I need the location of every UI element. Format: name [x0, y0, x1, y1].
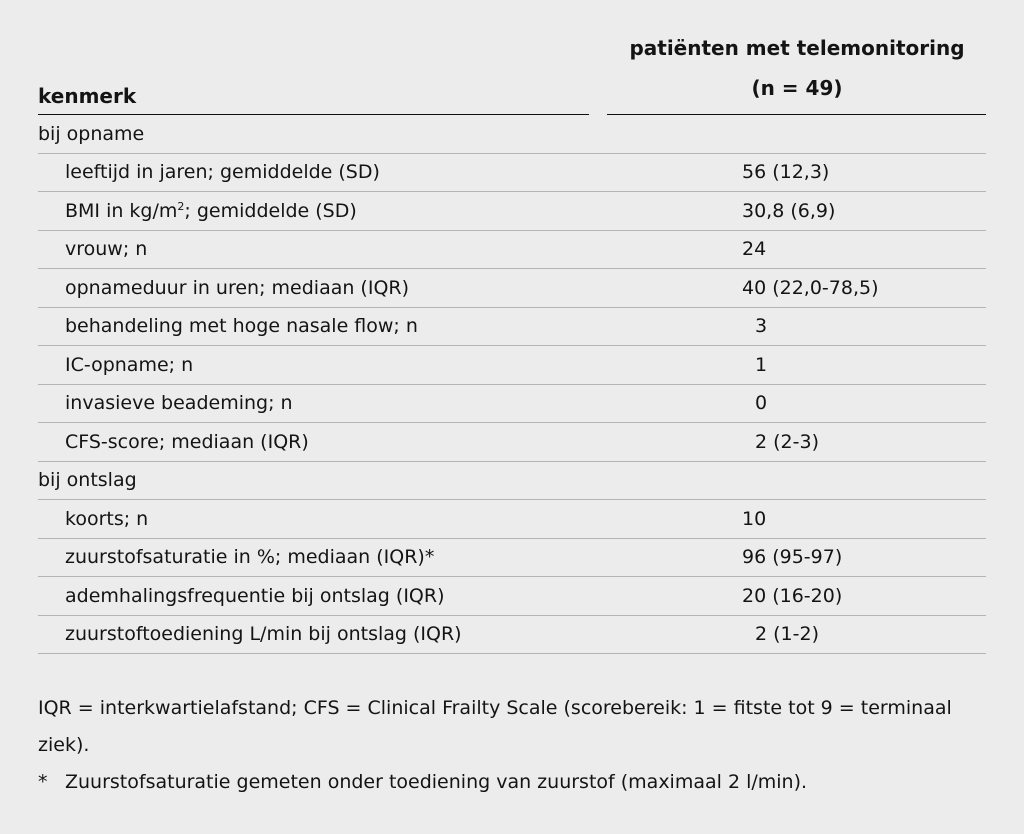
row-label: CFS-score; mediaan (IQR) [65, 430, 309, 453]
table-row [38, 539, 986, 578]
row-value: 56 (12,3) [742, 161, 830, 184]
footnote [38, 764, 988, 801]
row-label: vrouw; n [65, 238, 148, 261]
footnote-text: Zuurstofsaturatie gemeten onder toediening van zuurstof (maximaal 2 l/min). [65, 771, 808, 793]
header-kenmerk: kenmerk [38, 84, 137, 108]
table-row [38, 154, 986, 193]
table-row [38, 616, 986, 655]
table-header [38, 0, 986, 115]
characteristics-table [38, 0, 986, 654]
row-value: 30,8 (6,9) [742, 199, 836, 222]
table-row [38, 423, 986, 462]
row-label-text: BMI in kg/m [65, 199, 178, 222]
table-row [38, 500, 986, 539]
table-row [38, 192, 986, 231]
section-row-opname [38, 115, 986, 154]
row-label [38, 200, 357, 222]
footnote-mark: * [38, 771, 48, 793]
table-row [38, 308, 986, 347]
row-label: leeftijd in jaren; gemiddelde (SD) [65, 161, 380, 184]
table-row [38, 231, 986, 270]
row-value: 2 (1-2) [755, 623, 819, 646]
row-label: opnameduur in uren; mediaan (IQR) [65, 276, 410, 299]
row-value: 20 (16-20) [742, 584, 843, 607]
row-label: behandeling met hoge nasale flow; n [65, 315, 418, 338]
row-label: zuurstoftoediening L/min bij ontslag (IQR) [65, 623, 462, 646]
abbreviations-note: IQR = interkwartielafstand; CFS = Clinical Frailty Scale (scorebereik: 1 = fitste tot 9 = terminaal ziek). [38, 697, 952, 756]
header-patients-line2: (n = 49) [751, 76, 843, 100]
row-value: 2 (2-3) [755, 430, 819, 453]
header-patients [608, 28, 986, 108]
table-row [38, 269, 986, 308]
row-value: 96 (95-97) [742, 546, 843, 569]
row-value: 40 (22,0-78,5) [742, 276, 879, 299]
table-notes [38, 690, 988, 801]
section-title: bij ontslag [38, 469, 137, 492]
row-label: koorts; n [65, 507, 149, 530]
table-row [38, 385, 986, 424]
row-label: ademhalingsfrequentie bij ontslag (IQR) [65, 584, 445, 607]
row-value: 10 [742, 507, 767, 530]
header-patients-line1: patiënten met telemonitoring [629, 36, 965, 60]
section-title: bij opname [38, 122, 145, 145]
row-value: 3 [755, 315, 768, 338]
row-label-superscript: 2 [177, 199, 185, 213]
row-value: 0 [755, 392, 768, 415]
section-row-ontslag [38, 462, 986, 501]
row-label: zuurstofsaturatie in %; mediaan (IQR)* [65, 546, 435, 569]
table-row [38, 577, 986, 616]
row-label: invasieve beademing; n [65, 392, 293, 415]
row-value: 1 [755, 353, 768, 376]
row-label-text-after: ; gemiddelde (SD) [184, 199, 357, 222]
table-row [38, 346, 986, 385]
row-label: IC-opname; n [65, 353, 194, 376]
row-value: 24 [742, 238, 767, 261]
